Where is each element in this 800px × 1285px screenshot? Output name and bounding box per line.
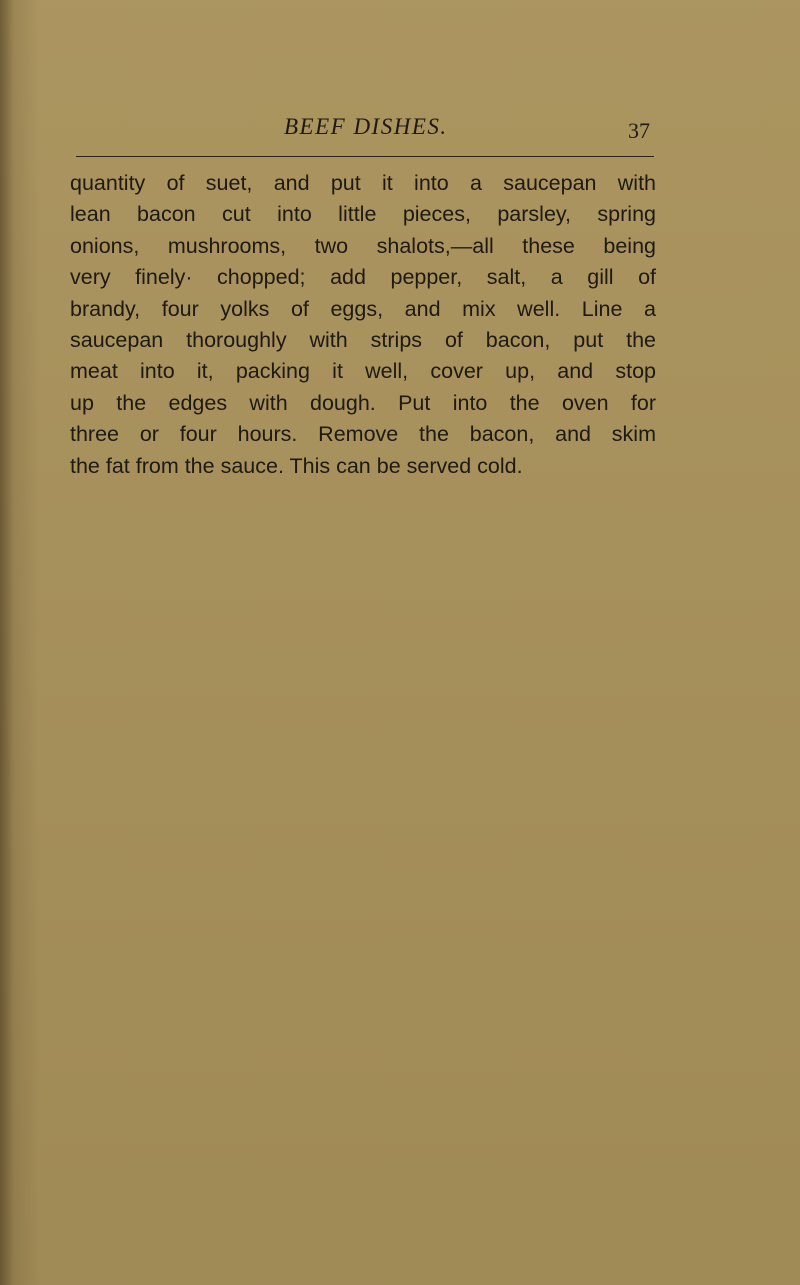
recipe-paragraph [70, 168, 656, 482]
text-line: very finely· chopped; add pepper, salt, a gill of [70, 265, 656, 290]
text-line: meat into it, packing it well, cover up, and stop [70, 359, 656, 384]
page-spine-shadow [0, 0, 14, 1285]
page-header [70, 114, 654, 148]
text-line: onions, mushrooms, two shalots,—all these being [70, 233, 656, 258]
text-line: quantity of suet, and put it into a saucepan with [70, 171, 656, 195]
text-line: saucepan thoroughly with strips of bacon, put the [70, 327, 656, 352]
running-title: BEEF DISHES. [284, 114, 448, 139]
header-rule [76, 156, 654, 157]
text-line: up the edges with dough. Put into the oven for [70, 390, 656, 415]
text-line: three or four hours. Remove the bacon, and skim [70, 422, 656, 447]
text-line: the fat from the sauce. This can be served cold. [70, 453, 523, 478]
text-line: lean bacon cut into little pieces, parsley, spring [70, 202, 656, 227]
page-number: 37 [628, 118, 650, 143]
text-line: brandy, four yolks of eggs, and mix well. Line a [70, 296, 656, 321]
